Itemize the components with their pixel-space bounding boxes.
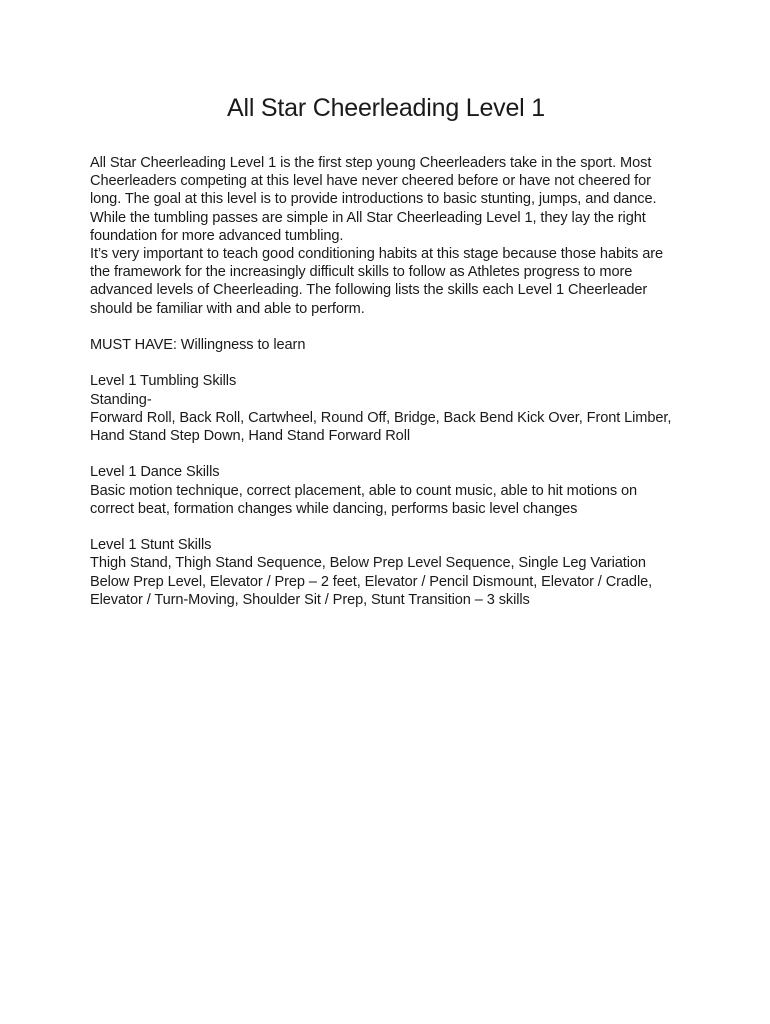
document-body <box>90 154 682 609</box>
dance-skills: Basic motion technique, correct placement, able to count music, able to hit motions on correct beat, formation changes while dancing, performs basic level changes <box>90 482 638 517</box>
tumbling-subheading: Standing- <box>90 391 152 408</box>
spacer <box>90 518 682 536</box>
tumbling-skills: Forward Roll, Back Roll, Cartwheel, Round Off, Bridge, Back Bend Kick Over, Front Limber, Hand Stand Step Down, Hand Stand Forward Roll <box>90 409 672 445</box>
conditioning-paragraph: It’s very important to teach good conditioning habits at this stage because those habits are the framework for the increasingly difficult skills to follow as Athletes progress to more advanced levels of Cheerleading. The following lists the skills each Level 1 Cheerleader should be familiar with and able to perform. <box>90 246 664 317</box>
spacer <box>90 445 682 463</box>
dance-heading: Level 1 Dance Skills <box>90 464 220 481</box>
stunt-skills: Thigh Stand, Thigh Stand Sequence, Below Prep Level Sequence, Single Leg Variation Below Prep Level, Elevator / Prep – 2 feet, Elevator / Pencil Dismount, Elevator / Cradle, Elevator / Turn-Moving, Shoulder Sit / Prep, Stunt Transition – 3 skills <box>90 555 653 608</box>
tumbling-heading: Level 1 Tumbling Skills <box>90 373 237 390</box>
intro-paragraph: All Star Cheerleading Level 1 is the first step young Cheerleaders take in the sport. Most Cheerleaders competing at this level have never cheered before or have not cheered for long. The goal at this level is to provide introductions to basic stunting, jumps, and dance. While the tumbling passes are simple in All Star Cheerleading Level 1, they lay the right foundation for more advanced tumbling. <box>90 155 657 244</box>
must-have-line: MUST HAVE: Willingness to learn <box>90 337 306 354</box>
stunt-heading: Level 1 Stunt Skills <box>90 537 212 554</box>
page-title: All Star Cheerleading Level 1 <box>226 94 545 122</box>
spacer <box>90 318 682 336</box>
spacer <box>90 354 682 372</box>
document-page <box>90 92 682 609</box>
